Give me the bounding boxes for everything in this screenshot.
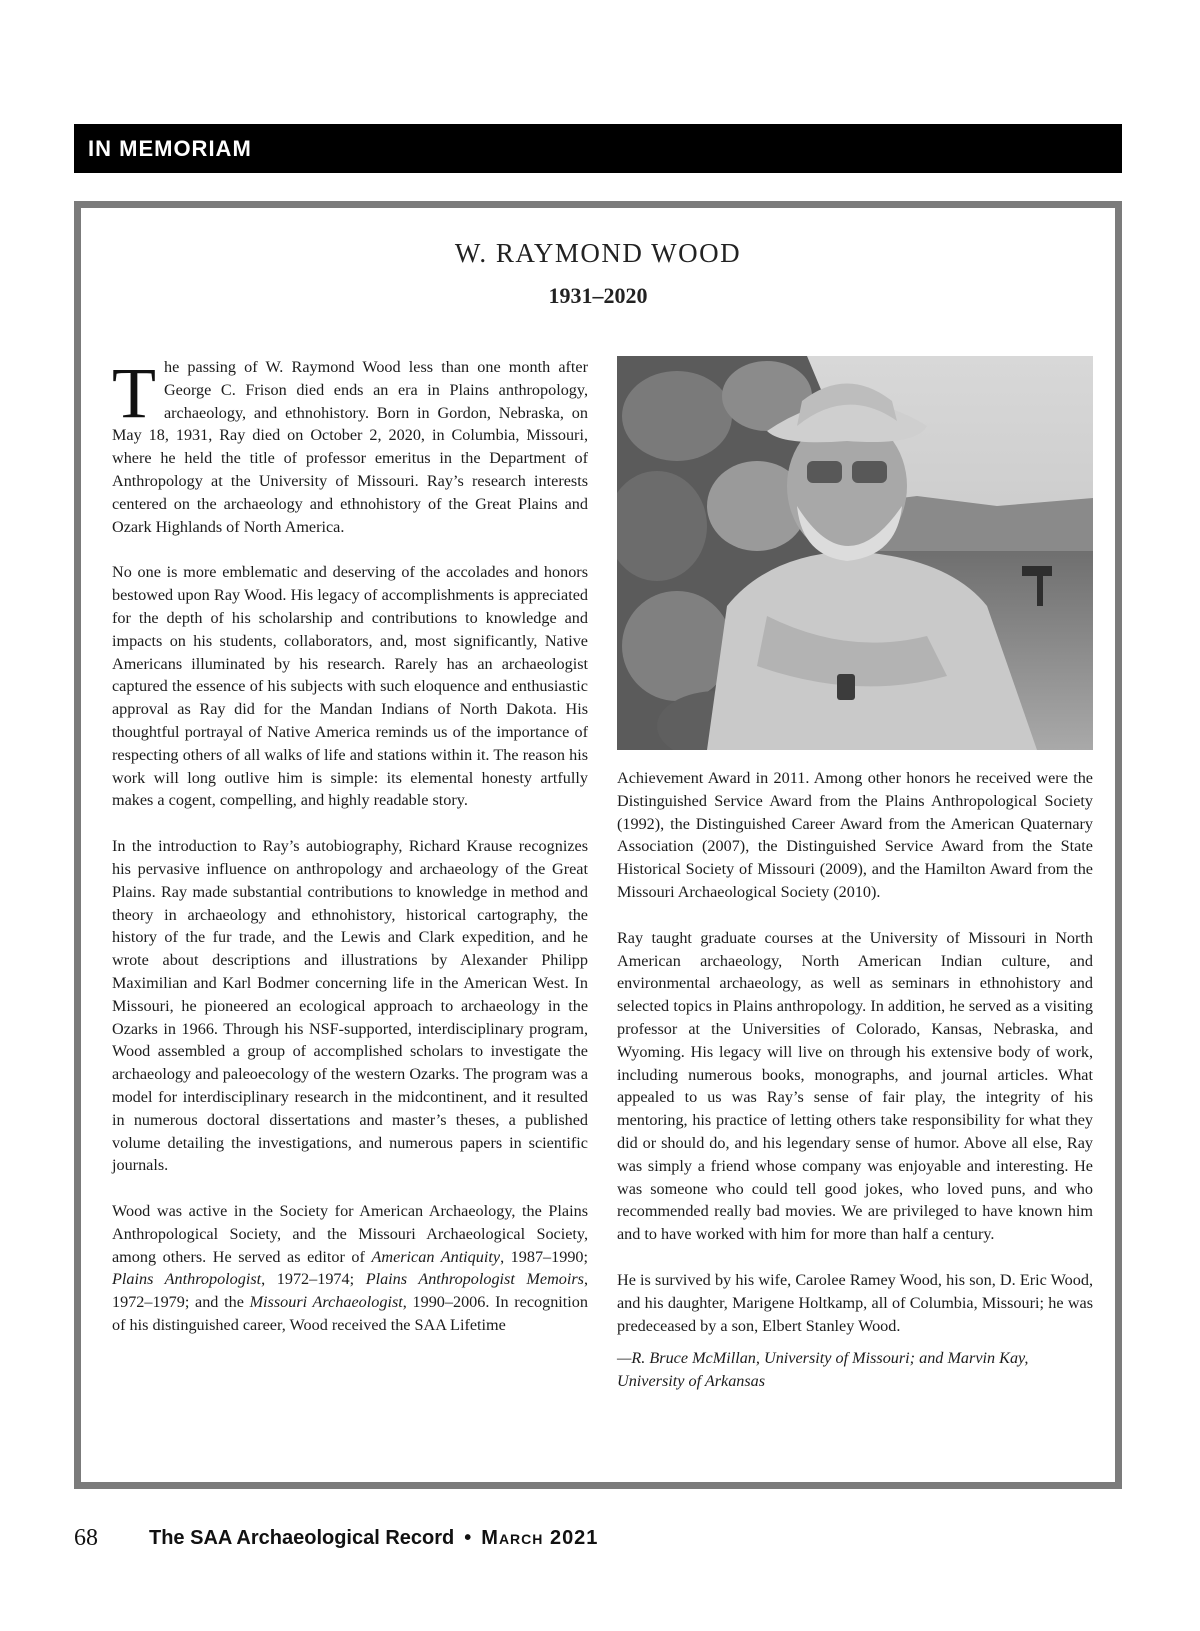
paragraph-1-text: he passing of W. Raymond Wood less than one month after George C. Frison died ends an era in Plains anthropology, archaeology, and ethnohistory. Born in Gordon, Nebraska, on May 18, 1931, Ray died on October 2, 2020, in Columbia, Missouri, where he held the title of professor emeritus in the Department of Anthropology at the University of Missouri. Ray’s research interests centered on the archaeology and ethnohistory of the Great Plains and Ozark Highlands of North America. (112, 358, 588, 536)
paragraph-3: In the introduction to Ray’s autobiography, Richard Krause recognizes his pervasive influence on anthropology and archaeology of the Great Plains. Ray made substantial contributions to knowledge in method and theory in archaeology and ethnohistory, historical cartography, the history of the fur trade, and the Lewis and Clark expedition, and he wrote about descriptions and illustrations by Alexander Philipp Maximilian and Karl Bodmer concerning life in the American West. In Missouri, he pioneered an ecological approach to archaeology in the Ozarks in 1966. Through his NSF-supported, interdisciplinary program, Wood assembled a group of accomplished scholars to investigate the archaeology and paleoecology of the western Ozarks. The program was a model for interdisciplinary research in the midcontinent, and it resulted in numerous doctoral dissertations and master’s theses, a published volume detailing the investigations, and numerous papers in scientific journals. (112, 837, 588, 1175)
paragraph-4 (112, 1200, 588, 1337)
paragraph-4-text-a: Wood was active in the Society for American Archaeology, the Plains Anthropological Society, and the Missouri Archaeological Society, among others. He served as editor of (112, 1202, 588, 1266)
page-number: 68 (74, 1525, 98, 1551)
portrait-photo-image (617, 356, 1093, 750)
paragraph-4-text-e: , 1990–2006. In recognition of his distinguished career, Wood received the SAA Lifetime (112, 1293, 588, 1335)
memorial-title: W. RAYMOND WOOD (454, 238, 742, 268)
paragraph-4-text-b: , 1987–1990; (500, 1247, 589, 1266)
author-signature: —R. Bruce McMillan, University of Missouri; and Marvin Kay, University of Arkansas (617, 1349, 1029, 1391)
left-column (112, 353, 589, 1360)
paragraph-2: No one is more emblematic and deserving of the accolades and honors bestowed upon Ray Wood. His legacy of accomplishments is appreciated for the depth of his scholarship and contributions to knowledge and impacts on his students, collaborators, and, most significantly, Native Americans illuminated by his research. Rarely has an archaeologist captured the essence of his subjects with such eloquence and enthusiastic approval as Ray did for the Mandan Indians of North Dakota. His thoughtful portrayal of Native America reminds us of the importance of respecting others of all walks of life and stations within it. The reason his work will long outlive him is simple: its elemental honesty artfully makes a cogent, compelling, and highly readable story. (112, 563, 588, 810)
paragraph-7: He is survived by his wife, Carolee Ramey Wood, his son, D. Eric Wood, and his daughter, Marigene Holtkamp, all of Columbia, Missouri; he was predeceased by a son, Elbert Stanley Wood. (617, 1270, 1093, 1335)
journal-title-plains-anthropologist: Plains Anthropologist (112, 1270, 262, 1289)
journal-title-american-antiquity: American Antiquity (371, 1247, 501, 1266)
drop-cap: T (112, 353, 156, 433)
journal-title: The SAA Archaeological Record (149, 1527, 455, 1549)
paragraph-4-text-d: , 1972–1979; and the (112, 1270, 589, 1312)
issue-date: March 2021 (481, 1527, 599, 1549)
paragraph-6: Ray taught graduate courses at the University of Missouri in North American archaeology, North American Indian culture, and environmental archaeology, as well as seminars in ethnohistory and selected topics in Plains anthropology. In addition, he served as a visiting professor at the Universities of Colorado, Kansas, Nebraska, and Wyoming. His legacy will live on through his extensive body of work, including numerous books, monographs, and journal articles. What appealed to us was Ray’s sense of fair play, the integrity of his mentoring, his practice of letting others take responsibility for what they did or should do, and his legendary sense of humor. Above all else, Ray was simply a friend whose company was enjoyable and interesting. He was someone who could tell good jokes, who loved puns, and who recommended really bad movies. We are privileged to have known him and to have worked with him for more than half a century. (617, 928, 1093, 1244)
journal-title-missouri-archaeologist: Missouri Archaeologist (249, 1293, 403, 1312)
paragraph-1 (112, 353, 588, 538)
journal-name (149, 1527, 598, 1550)
paragraph-4-text-c: , 1972–1974; (261, 1270, 366, 1289)
section-banner-label: IN MEMORIAM (88, 135, 252, 161)
section-banner (74, 124, 1122, 173)
journal-title-plains-memoirs: Plains Anthropologist Memoirs (365, 1270, 584, 1289)
paragraph-5: Achievement Award in 2011. Among other honors he received were the Distinguished Service Award from the Plains Anthropological Society (1992), the Distinguished Career Award from the American Quaternary Association (2007), the Distinguished Service Award from the State Historical Society of Missouri (2009), and the Hamilton Award from the Missouri Archaeological Society (2010). (617, 769, 1093, 901)
memorial-frame (74, 201, 1122, 1489)
portrait-photo (617, 356, 1093, 750)
memorial-dates: 1931–2020 (548, 283, 648, 308)
right-column (617, 767, 1093, 1416)
footer-bullet: • (464, 1527, 472, 1549)
